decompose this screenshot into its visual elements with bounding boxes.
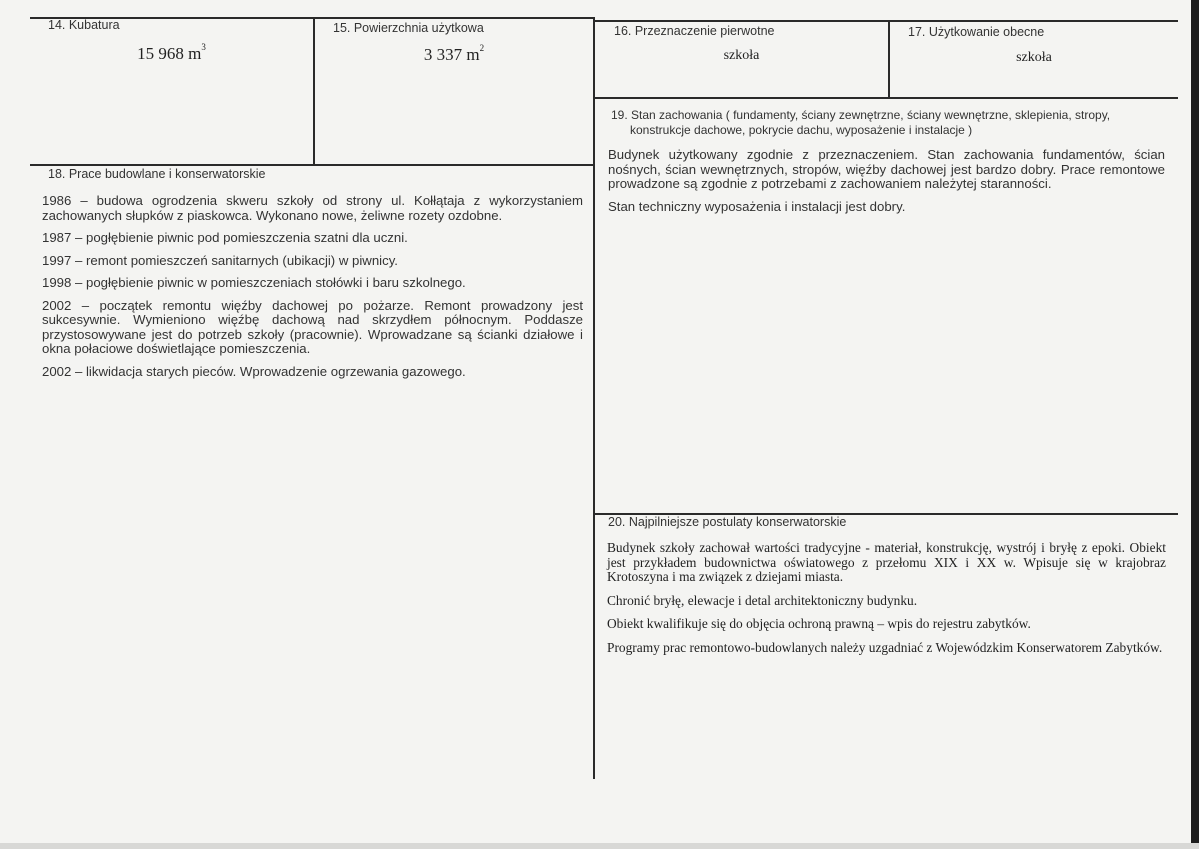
field-15-value: [315, 45, 593, 65]
field-15-unit-exponent: 2: [479, 43, 485, 53]
field-18-entry: 1998 – pogłębienie piwnic w pomieszczeniach stołówki i baru szkolnego.: [42, 275, 466, 290]
field-16-value: szkoła: [723, 48, 760, 63]
field-19-cell: [595, 99, 1178, 513]
field-18-entry: 1986 – budowa ogrodzenia skweru szkoły od strony ul. Kołłątaja z wykorzystaniem zachowanych słupków z piaskowca. Wykonano nowe, żeliwne rozety ozdobne.: [42, 193, 583, 223]
field-19-paragraph: Stan techniczny wyposażenia i instalacji jest dobry.: [608, 198, 906, 214]
field-14-number: 15 968 m: [137, 44, 202, 63]
field-14-unit-exponent: 3: [201, 42, 206, 52]
field-20-paragraph: Programy prac remontowo-budowlanych należy uzgadniać z Wojewódzkim Konserwatorem Zabytków.: [607, 639, 1163, 655]
field-17-value: szkoła: [1016, 50, 1052, 65]
field-15-label: 15. Powierzchnia użytkowa: [333, 21, 484, 35]
field-19-paragraph: Budynek użytkowany zgodnie z przeznaczeniem. Stan zachowania fundamentów, ścian nośnych, ścian wewnętrznych, stropów, więźby dachowej jest bardzo dobry. Prace remontowe prowadzone są zgodnie z potrzebami z zachowaniem należytej staranności.: [608, 147, 1165, 191]
field-18-label: 18. Prace budowlane i konserwatorskie: [48, 167, 266, 181]
field-14-cell: [30, 18, 313, 164]
field-15-number: 3 337 m: [423, 45, 480, 64]
field-14-label: 14. Kubatura: [48, 18, 120, 32]
field-19-body: [608, 148, 1165, 222]
field-20-body: [607, 541, 1166, 664]
field-20-label: 20. Najpilniejsze postulaty konserwatorskie: [608, 515, 847, 529]
field-18-entry: 2002 – początek remontu więźby dachowej po pożarze. Remont prowadzony jest sukcesywnie. Wymieniono więźbę dachową nad skrzydłem północnym. Poddasze przystosowywane jest do potrzeb szkoły (pracownie). Wprowadzane są ścianki działowe i okna połaciowe doświetlające pomieszczenia.: [42, 297, 583, 356]
field-20-cell: [595, 515, 1178, 779]
scan-edge-bottom: [0, 843, 1199, 849]
scan-edge-right: [1191, 0, 1199, 849]
field-18-entries: [42, 194, 583, 387]
field-20-paragraph: Budynek szkoły zachował wartości tradycyjne - materiał, konstrukcję, wystrój i bryłę z epoki. Obiekt jest przykładem budownictwa oświatowego z przełomu XIX i XX w. Wpisuje się w krajobraz Krotoszyna i ma związek z dziejami miasta.: [607, 540, 1166, 584]
field-18-cell: [30, 166, 593, 779]
field-18-entry: 2002 – likwidacja starych pieców. Wprowadzenie ogrzewania gazowego.: [42, 363, 466, 379]
field-17-cell: [890, 22, 1178, 97]
field-14-value: [30, 44, 313, 64]
field-15-cell: [315, 18, 593, 164]
field-16-label: 16. Przeznaczenie pierwotne: [614, 24, 775, 38]
field-18-entry: 1987 – pogłębienie piwnic pod pomieszczenia szatni dla uczni.: [42, 230, 408, 245]
field-20-paragraph: Chronić bryłę, elewacje i detal architektoniczny budynku.: [607, 592, 918, 608]
field-20-paragraph: Obiekt kwalifikuje się do objęcia ochroną prawną – wpis do rejestru zabytków.: [607, 616, 1031, 631]
field-18-entry: 1997 – remont pomieszczeń sanitarnych (ubikacji) w piwnicy.: [42, 252, 398, 268]
field-17-label: 17. Użytkowanie obecne: [908, 25, 1045, 39]
field-19-label-line1: 19. Stan zachowania ( fundamenty, ściany zewnętrzne, ściany wewnętrzne, sklepienia, stropy,: [611, 108, 1111, 122]
field-16-cell: [595, 22, 888, 97]
field-19-label-line2: konstrukcje dachowe, pokrycie dachu, wyposażenie i instalacje ): [630, 123, 973, 137]
